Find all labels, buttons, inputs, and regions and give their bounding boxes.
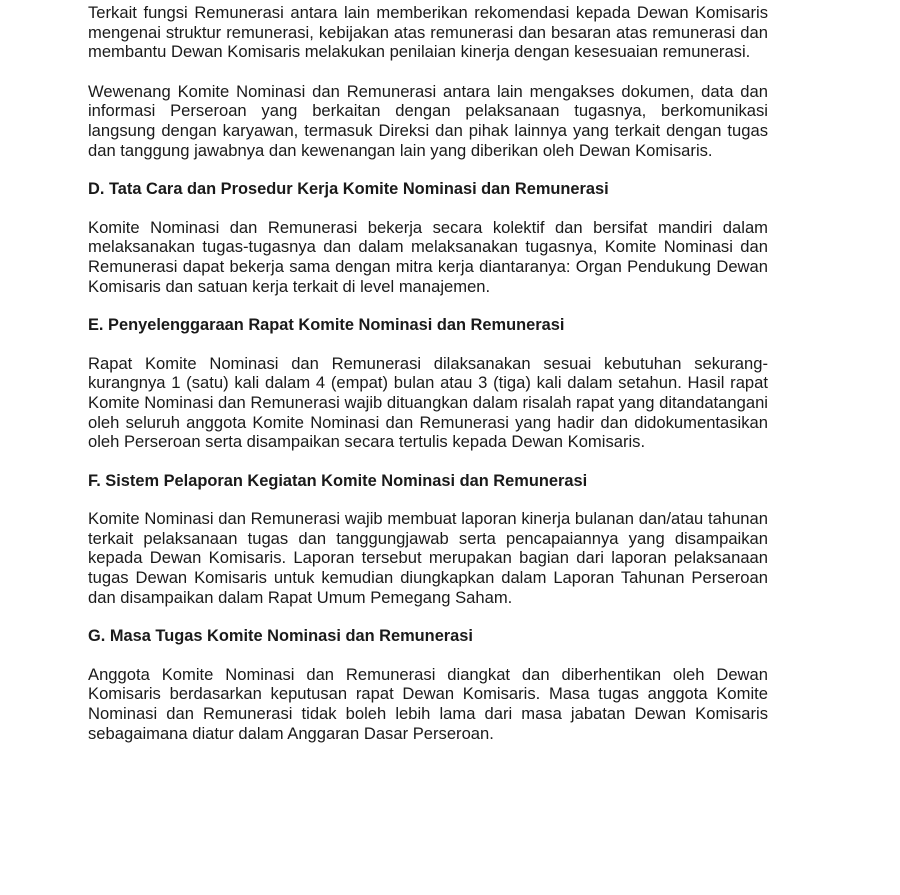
section-e-heading: E. Penyelenggaraan Rapat Komite Nominasi dan Remunerasi bbox=[88, 316, 565, 335]
section-e bbox=[88, 316, 768, 452]
intro-wewenang-paragraph: Wewenang Komite Nominasi dan Remunerasi antara lain mengakses dokumen, data dan informasi Perseroan yang berkaitan dengan pelaksanaan tugasnya, berkomunikasi langsung dengan karyawan, termasuk Direksi dan pihak lainnya yang terkait dengan tugas dan tanggung jawabnya dan kewenangan lain yang diberikan oleh Dewan Komisaris. bbox=[88, 81, 768, 160]
document-page bbox=[88, 3, 768, 743]
section-g bbox=[88, 627, 768, 743]
section-g-body: Anggota Komite Nominasi dan Remunerasi diangkat dan diberhentikan oleh Dewan Komisaris berdasarkan keputusan rapat Dewan Komisaris. Masa tugas anggota Komite Nominasi dan Remunerasi tidak boleh lebih lama dari masa jabatan Dewan Komisaris sebagaimana diatur dalam Anggaran Dasar Perseroan. bbox=[88, 664, 768, 743]
section-f bbox=[88, 472, 768, 608]
section-f-heading: F. Sistem Pelaporan Kegiatan Komite Nominasi dan Remunerasi bbox=[88, 471, 588, 490]
section-d bbox=[88, 180, 768, 296]
section-e-body: Rapat Komite Nominasi dan Remunerasi dilaksanakan sesuai kebutuhan sekurang-kurangnya 1 (satu) kali dalam 4 (empat) bulan atau 3 (tiga) kali dalam setahun. Hasil rapat Komite Nominasi dan Remunerasi wajib dituangkan dalam risalah rapat yang ditandatangani oleh seluruh anggota Komite Nominasi dan Remunerasi yang hadir dan didokumentasikan oleh Perseroan serta disampaikan secara tertulis kepada Dewan Komisaris. bbox=[88, 353, 768, 452]
section-d-heading: D. Tata Cara dan Prosedur Kerja Komite Nominasi dan Remunerasi bbox=[88, 180, 609, 199]
section-d-body: Komite Nominasi dan Remunerasi bekerja secara kolektif dan bersifat mandiri dalam melaksanakan tugas-tugasnya dan dalam melaksanakan tugasnya, Komite Nominasi dan Remunerasi dapat bekerja sama dengan mitra kerja diantaranya: Organ Pendukung Dewan Komisaris dan satuan kerja terkait di level manajemen. bbox=[88, 217, 768, 296]
intro-fungsi-paragraph: Terkait fungsi Remunerasi antara lain memberikan rekomendasi kepada Dewan Komisaris mengenai struktur remunerasi, kebijakan atas remunerasi dan besaran atas remunerasi dan membantu Dewan Komisaris melakukan penilaian kinerja dengan kesesuaian remunerasi. bbox=[88, 3, 768, 62]
section-g-heading: G. Masa Tugas Komite Nominasi dan Remunerasi bbox=[88, 627, 473, 646]
section-f-body: Komite Nominasi dan Remunerasi wajib membuat laporan kinerja bulanan dan/atau tahunan terkait pelaksanaan tugas dan tanggungjawab serta pencapaiannya yang disampaikan kepada Dewan Komisaris. Laporan tersebut merupakan bagian dari laporan pelaksanaan tugas Dewan Komisaris untuk kemudian diungkapkan dalam Laporan Tahunan Perseroan dan disampaikan dalam Rapat Umum Pemegang Saham. bbox=[88, 509, 768, 607]
